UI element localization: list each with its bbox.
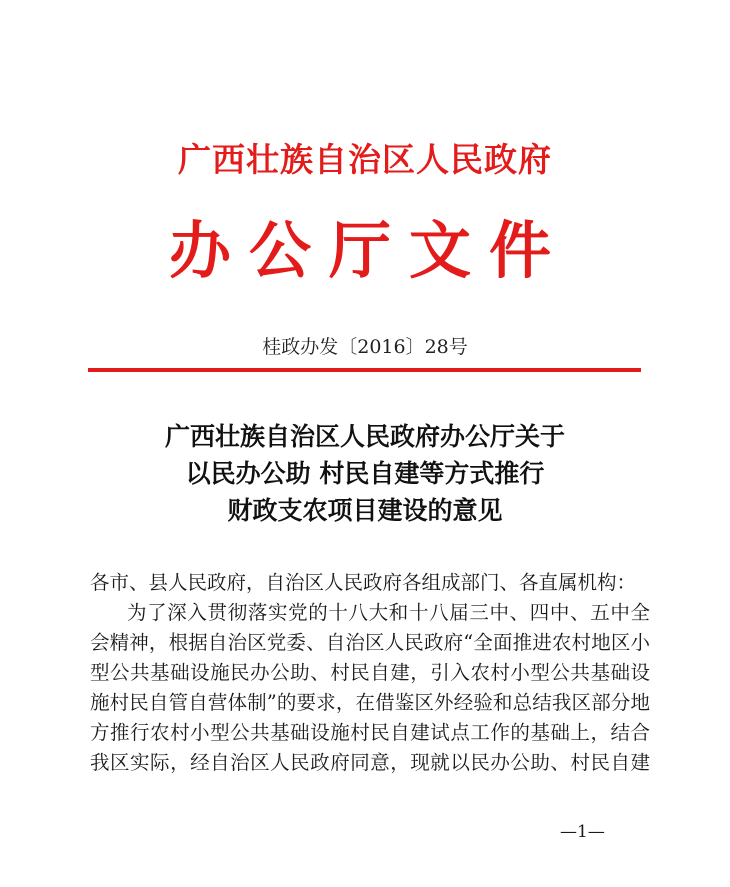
document-number: 桂政办发〔2016〕28号 bbox=[262, 336, 468, 358]
title-line-3: 财政支农项目建设的意见 bbox=[227, 496, 503, 525]
red-separator-rule bbox=[88, 368, 641, 372]
paragraph-line: 我区实际，经自治区人民政府同意，现就以民办公助、村民自建 bbox=[90, 751, 650, 774]
paragraph-line: 型公共基础设施民办公助、村民自建，引入农村小型公共基础设 bbox=[90, 661, 650, 684]
page-number: —1— bbox=[560, 822, 605, 842]
paragraph-line: 方推行农村小型公共基础设施村民自建试点工作的基础上，结合 bbox=[90, 721, 650, 744]
title-line-1: 广西壮族自治区人民政府办公厅关于 bbox=[164, 422, 565, 451]
issuer-document-type: 办公厅文件 bbox=[168, 214, 569, 287]
paragraph-line: 会精神，根据自治区党委、自治区人民政府“全面推进农村地区小 bbox=[90, 631, 650, 654]
body-paragraph bbox=[90, 598, 650, 778]
document-title bbox=[0, 418, 730, 529]
title-line-2: 以民办公助 村民自建等方式推行 bbox=[185, 459, 545, 488]
paragraph-line: 施村民自管自营体制”的要求，在借鉴区外经验和总结我区部分地 bbox=[90, 691, 650, 714]
issuer-name: 广西壮族自治区人民政府 bbox=[178, 140, 552, 179]
addressee-line: 各市、县人民政府，自治区人民政府各组成部门、各直属机构： bbox=[90, 571, 637, 594]
paragraph-line: 为了深入贯彻落实党的十八大和十八届三中、四中、五中全 bbox=[127, 601, 650, 624]
